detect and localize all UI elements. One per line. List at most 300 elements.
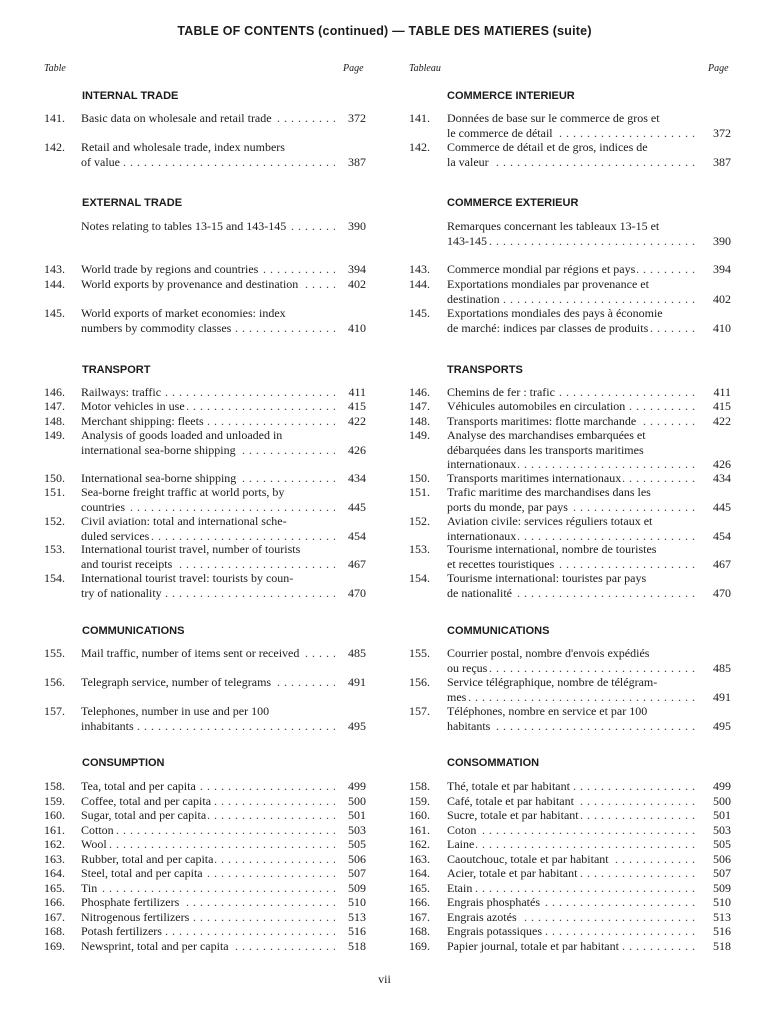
entry-title-text: duled services [81, 528, 150, 543]
entry-title [81, 808, 335, 823]
entry-title [447, 837, 696, 852]
entry-title-line-with-leader [447, 690, 696, 705]
entry-title-text: habitants [447, 718, 491, 733]
entry-title [81, 485, 335, 514]
entry-title-line-with-leader [447, 500, 696, 515]
entry-title-text: Mail traffic, number of items sent or received [81, 646, 300, 660]
entry-title [81, 852, 335, 867]
table-number: 155. [44, 646, 65, 660]
header-page-label-fr: Page [708, 63, 729, 74]
entry-title [447, 866, 696, 881]
table-number: 141. [44, 111, 65, 125]
section-heading: COMMERCE INTERIEUR [447, 90, 575, 102]
entry-title-line-with-leader [81, 277, 335, 292]
table-number: 168. [44, 924, 65, 938]
entry-title-line-with-leader [447, 837, 696, 852]
entry-title-line-with-leader [81, 155, 335, 170]
table-number: 148. [409, 414, 430, 428]
page-number-ref: 507 [713, 866, 731, 880]
section-heading: TRANSPORT [82, 364, 151, 376]
entry-title [447, 823, 696, 838]
table-number: 145. [44, 306, 65, 320]
entry-title [447, 514, 696, 543]
page-number-ref: 390 [348, 219, 366, 233]
page-number-ref: 394 [348, 262, 366, 276]
entry-title-text: Coton [447, 823, 477, 837]
entry-title-line-with-leader [81, 895, 335, 910]
entry-title-text: Engrais azotés [447, 910, 517, 924]
entry-title [447, 542, 696, 571]
entry-title [81, 895, 335, 910]
page-number-ref: 485 [713, 660, 731, 675]
entry-title-text: International tourist travel: tourists by coun- [81, 571, 294, 585]
entry-title-text: Commerce de détail et de gros, indices de [447, 140, 648, 154]
entry-title-text: Analysis of goods loaded and unloaded in [81, 428, 283, 442]
entry-title-line [447, 704, 696, 719]
entry-title-line-with-leader [447, 321, 696, 336]
page-number-ref: 470 [348, 585, 366, 600]
entry-title [447, 219, 696, 248]
entry-title-line-with-leader [447, 586, 696, 601]
table-number: 156. [409, 675, 430, 689]
page-number-ref: 499 [713, 779, 731, 793]
page-number-ref: 516 [713, 924, 731, 938]
page-number-ref: 505 [713, 837, 731, 851]
entry-title-text: Sea-borne freight traffic at world ports, by [81, 485, 285, 499]
entry-title-text: numbers by commodity classes [81, 320, 232, 335]
table-number: 162. [409, 837, 430, 851]
entry-title-line-with-leader [81, 219, 335, 234]
page-number-ref: 411 [348, 385, 366, 399]
table-number: 146. [44, 385, 65, 399]
entry-title-line-with-leader [81, 852, 335, 867]
page-number-ref: 470 [713, 585, 731, 600]
table-number: 162. [44, 837, 65, 851]
entry-title-line-with-leader [447, 234, 696, 249]
section-heading: TRANSPORTS [447, 364, 523, 376]
entry-title-text: Wool [81, 837, 107, 851]
entry-title-line [447, 542, 696, 557]
entry-title-text: le commerce de détail [447, 125, 553, 140]
entry-title [447, 414, 696, 429]
entry-title-text: Caoutchouc, totale et par habitant [447, 852, 609, 866]
entry-title [447, 779, 696, 794]
entry-title-text: Newsprint, total and per capita [81, 939, 229, 953]
table-number: 150. [409, 471, 430, 485]
entry-title [447, 306, 696, 335]
entry-title [447, 675, 696, 704]
page-number-ref: 500 [348, 794, 366, 808]
table-number: 153. [44, 542, 65, 556]
table-number: 151. [409, 485, 430, 499]
entry-title-line-with-leader [81, 262, 335, 277]
entry-title-line-with-leader [81, 557, 335, 572]
entry-title [447, 808, 696, 823]
entry-title-line-with-leader [447, 823, 696, 838]
page-number-ref: 454 [713, 528, 731, 543]
entry-title-line-with-leader [447, 794, 696, 809]
entry-title [447, 428, 696, 472]
page-number-ref: 387 [713, 154, 731, 169]
entry-title [81, 939, 335, 954]
page-number-ref: 506 [713, 852, 731, 866]
entry-title-text: Steel, total and per capita [81, 866, 203, 880]
page-number-ref: 518 [348, 939, 366, 953]
entry-title-text: and tourist receipts [81, 556, 173, 571]
table-number: 154. [409, 571, 430, 585]
page-number-ref: 499 [348, 779, 366, 793]
entry-title-text: International sea-borne shipping [81, 471, 237, 485]
page-number-ref: 491 [713, 689, 731, 704]
page-number-ref: 516 [348, 924, 366, 938]
entry-title-line-with-leader [447, 866, 696, 881]
table-number: 153. [409, 542, 430, 556]
entry-title-text: internationaux [447, 528, 517, 543]
entry-title-text: Tourisme international, nombre de touristes [447, 542, 657, 556]
entry-title-text: international sea-borne shipping [81, 442, 236, 457]
entry-title-line-with-leader [447, 457, 696, 472]
page-number-ref: 411 [713, 385, 731, 399]
entry-title [447, 385, 696, 400]
entry-title-line-with-leader [81, 719, 335, 734]
table-number: 158. [409, 779, 430, 793]
entry-title-line [447, 646, 696, 661]
page-number-ref: 467 [348, 556, 366, 571]
entry-title [81, 140, 335, 169]
page-number-ref: 422 [348, 414, 366, 428]
entry-title [447, 794, 696, 809]
entry-title-text: of value [81, 154, 120, 169]
entry-title [81, 881, 335, 896]
entry-title [81, 262, 335, 277]
table-number: 152. [44, 514, 65, 528]
page-number-ref: 510 [713, 895, 731, 909]
table-number: 147. [44, 399, 65, 413]
table-number: 157. [409, 704, 430, 718]
page-number-ref: 509 [713, 881, 731, 895]
entry-title-text: Motor vehicles in use [81, 399, 185, 413]
entry-title-line [447, 675, 696, 690]
entry-title [447, 262, 696, 277]
table-number: 163. [409, 852, 430, 866]
header-table-label: Table [44, 63, 66, 74]
entry-title-text: Basic data on wholesale and retail trade [81, 111, 272, 125]
entry-title-text: internationaux [447, 457, 517, 471]
entry-title-line-with-leader [81, 443, 335, 458]
page-number-ref: 415 [348, 399, 366, 413]
entry-title [447, 140, 696, 169]
entry-title-text: Potash fertilizers [81, 924, 162, 938]
page-number-ref: 372 [713, 125, 731, 140]
page-number-ref: 410 [713, 320, 731, 335]
entry-title-text: débarquées dans les transports maritimes [447, 442, 644, 457]
entry-title [447, 111, 696, 140]
entry-title-line [81, 704, 335, 719]
entry-title-line-with-leader [447, 385, 696, 400]
table-number: 157. [44, 704, 65, 718]
entry-title-line-with-leader [447, 414, 696, 429]
section-heading: COMMUNICATIONS [447, 625, 550, 637]
page-number-ref: 387 [348, 154, 366, 169]
entry-title-text: Café, totale et par habitant [447, 794, 574, 808]
page-number-ref: 507 [348, 866, 366, 880]
section-heading: CONSOMMATION [447, 757, 540, 769]
entry-title-text: World exports of market economies: index [81, 306, 286, 320]
entry-title-line [447, 443, 696, 458]
header-page-label: Page [343, 63, 364, 74]
entry-title-text: Sugar, total and per capita [81, 808, 207, 822]
entry-title-text: World exports by provenance and destination [81, 277, 299, 291]
entry-title-text: Analyse des marchandises embarquées et [447, 428, 646, 442]
entry-title [81, 910, 335, 925]
page-number-ref: 394 [713, 262, 731, 276]
table-number: 158. [44, 779, 65, 793]
entry-title-text: Exportations mondiales des pays à économie [447, 306, 663, 320]
page-number-ref: 506 [348, 852, 366, 866]
entry-title-text: de marché: indices par classes de produits [447, 320, 649, 335]
section-heading: CONSUMPTION [82, 757, 165, 769]
entry-title [447, 852, 696, 867]
table-number: 154. [44, 571, 65, 585]
table-number: 152. [409, 514, 430, 528]
entry-title-line [447, 306, 696, 321]
page-number-ref: 426 [713, 457, 731, 471]
entry-title-line-with-leader [447, 155, 696, 170]
entry-title-line [81, 306, 335, 321]
table-number: 146. [409, 385, 430, 399]
table-number: 143. [44, 262, 65, 276]
entry-title-text: Thé, totale et par habitant [447, 779, 570, 793]
table-number: 167. [44, 910, 65, 924]
entry-title-line-with-leader [81, 837, 335, 852]
page-number-ref: 495 [713, 718, 731, 733]
entry-title-line-with-leader [447, 661, 696, 676]
entry-title-line-with-leader [447, 719, 696, 734]
entry-title-text: Sucre, totale et par habitant [447, 808, 579, 822]
entry-title-text: Aviation civile: services réguliers totaux et [447, 514, 653, 528]
entry-title-text: Données de base sur le commerce de gros et [447, 111, 660, 125]
entry-title [81, 646, 335, 661]
entry-title [447, 399, 696, 414]
page-number-ref: 503 [713, 823, 731, 837]
table-number: 148. [44, 414, 65, 428]
table-number: 169. [409, 939, 430, 953]
entry-title-line-with-leader [447, 881, 696, 896]
entry-title-line [81, 140, 335, 155]
entry-title-line-with-leader [81, 111, 335, 126]
entry-title-text: Exportations mondiales par provenance et [447, 277, 649, 291]
table-number: 161. [44, 823, 65, 837]
entry-title-text: Tin [81, 881, 98, 895]
entry-title-line-with-leader [81, 399, 335, 414]
table-number: 165. [44, 881, 65, 895]
entry-title-text: Coffee, total and per capita [81, 794, 212, 808]
entry-title-line-with-leader [81, 529, 335, 544]
table-number: 165. [409, 881, 430, 895]
page-number: vii [378, 972, 391, 986]
entry-title-text: de nationalité [447, 585, 512, 600]
entry-title-line [81, 542, 335, 557]
entry-title-line-with-leader [81, 823, 335, 838]
entry-title [447, 910, 696, 925]
entry-title-text: Téléphones, nombre en service et par 100 [447, 704, 648, 718]
entry-title [81, 277, 335, 292]
entry-title-text: World trade by regions and countries [81, 262, 259, 276]
entry-title-line [81, 571, 335, 586]
page-number-ref: 467 [713, 556, 731, 571]
entry-title-text: Trafic maritime des marchandises dans les [447, 485, 651, 499]
entry-title [447, 571, 696, 600]
table-number: 159. [44, 794, 65, 808]
entry-title-line-with-leader [81, 675, 335, 690]
page-number-ref: 501 [348, 808, 366, 822]
entry-title-line-with-leader [81, 586, 335, 601]
entry-title-line-with-leader [81, 471, 335, 486]
entry-title-text: Engrais phosphatés [447, 895, 540, 909]
entry-title [447, 939, 696, 954]
table-number: 163. [44, 852, 65, 866]
entry-title-line-with-leader [447, 292, 696, 307]
entry-title-line [81, 485, 335, 500]
entry-title [447, 471, 696, 486]
entry-title-line-with-leader [81, 646, 335, 661]
entry-title-text: Transports maritimes internationaux [447, 471, 622, 485]
entry-title-text: Telegraph service, number of telegrams [81, 675, 272, 689]
page-number-ref: 445 [348, 499, 366, 514]
page-number-ref: 426 [348, 442, 366, 457]
entry-title-line-with-leader [81, 881, 335, 896]
table-number: 150. [44, 471, 65, 485]
entry-title-line-with-leader [81, 794, 335, 809]
entry-title-text: Telephones, number in use and per 100 [81, 704, 270, 718]
entry-title-line-with-leader [447, 262, 696, 277]
page-number-ref: 513 [348, 910, 366, 924]
entry-title-line-with-leader [81, 910, 335, 925]
entry-title-line [447, 485, 696, 500]
entry-title-text: 143-145 [447, 233, 487, 248]
table-number: 143. [409, 262, 430, 276]
entry-title [81, 414, 335, 429]
page-number-ref: 445 [713, 499, 731, 514]
entry-title-line-with-leader [81, 321, 335, 336]
entry-title [447, 895, 696, 910]
entry-title-text: Retail and wholesale trade, index numbers [81, 140, 285, 154]
entry-title [81, 514, 335, 543]
table-number: 144. [409, 277, 430, 291]
entry-title-text: Engrais potassiques [447, 924, 542, 938]
entry-title-line-with-leader [447, 895, 696, 910]
header-tableau-label: Tableau [409, 63, 441, 74]
entry-title-text: Tea, total and per capita [81, 779, 196, 793]
table-number: 161. [409, 823, 430, 837]
entry-title [447, 924, 696, 939]
entry-title-line-with-leader [447, 910, 696, 925]
entry-title-text: Papier journal, totale et par habitant [447, 939, 619, 953]
entry-title-text: destination [447, 291, 500, 306]
entry-title-line-with-leader [447, 939, 696, 954]
entry-title-text: Notes relating to tables 13-15 and 143-145 [81, 219, 287, 233]
page-number-ref: 500 [713, 794, 731, 808]
table-number: 160. [44, 808, 65, 822]
entry-title [81, 794, 335, 809]
entry-title-line-with-leader [81, 924, 335, 939]
entry-title-text: et recettes touristiques [447, 556, 555, 571]
entry-title-text: Nitrogenous fertilizers [81, 910, 190, 924]
table-number: 151. [44, 485, 65, 499]
page-number-ref: 495 [348, 718, 366, 733]
entry-title-line-with-leader [81, 779, 335, 794]
entry-title-line [447, 514, 696, 529]
page-number-ref: 485 [348, 646, 366, 660]
page-number-ref: 509 [348, 881, 366, 895]
entry-title-text: try of nationality [81, 585, 162, 600]
table-number: 156. [44, 675, 65, 689]
table-number: 142. [44, 140, 65, 154]
entry-title [447, 485, 696, 514]
entry-title-line-with-leader [81, 414, 335, 429]
table-number: 159. [409, 794, 430, 808]
table-number: 145. [409, 306, 430, 320]
entry-title-line-with-leader [81, 385, 335, 400]
entry-title [81, 924, 335, 939]
entry-title [81, 471, 335, 486]
table-number: 164. [44, 866, 65, 880]
entry-title-line [447, 277, 696, 292]
entry-title-text: Véhicules automobiles en circulation [447, 399, 626, 413]
section-heading: EXTERNAL TRADE [82, 197, 183, 209]
page-number-ref: 503 [348, 823, 366, 837]
page-number-ref: 415 [713, 399, 731, 413]
entry-title [447, 646, 696, 675]
entry-title-line [447, 428, 696, 443]
page-number-ref: 505 [348, 837, 366, 851]
page-number-ref: 402 [713, 291, 731, 306]
entry-title [81, 219, 335, 234]
entry-title-text: inhabitants [81, 718, 134, 733]
entry-title [81, 823, 335, 838]
entry-title [81, 866, 335, 881]
entry-title-text: Service télégraphique, nombre de télégram- [447, 675, 658, 689]
entry-title-line-with-leader [447, 399, 696, 414]
entry-title-text: mes [447, 689, 467, 704]
table-number: 166. [44, 895, 65, 909]
page-title: TABLE OF CONTENTS (continued) — TABLE DES MATIERES (suite) [177, 24, 592, 38]
page-number-ref: 410 [348, 320, 366, 335]
entry-title-text: Tourisme international: touristes par pays [447, 571, 647, 585]
entry-title-line [447, 219, 696, 234]
table-number: 167. [409, 910, 430, 924]
entry-title-text: Transports maritimes: flotte marchande [447, 414, 637, 428]
section-heading: COMMERCE EXTERIEUR [447, 197, 579, 209]
entry-title [81, 428, 335, 457]
entry-title-text: Commerce mondial par régions et pays [447, 262, 636, 276]
entry-title-text: Cotton [81, 823, 114, 837]
entry-title-text: Rubber, total and per capita [81, 852, 214, 866]
table-number: 155. [409, 646, 430, 660]
table-number: 142. [409, 140, 430, 154]
table-number: 144. [44, 277, 65, 291]
entry-title [81, 571, 335, 600]
section-heading: INTERNAL TRADE [82, 90, 179, 102]
entry-title-line-with-leader [447, 852, 696, 867]
entry-title-line [447, 571, 696, 586]
entry-title-text: Courrier postal, nombre d'envois expédiés [447, 646, 650, 660]
page-number-ref: 422 [713, 414, 731, 428]
entry-title-text: Phosphate fertilizers [81, 895, 180, 909]
page-number-ref: 372 [348, 111, 366, 125]
entry-title [81, 306, 335, 335]
entry-title [81, 837, 335, 852]
